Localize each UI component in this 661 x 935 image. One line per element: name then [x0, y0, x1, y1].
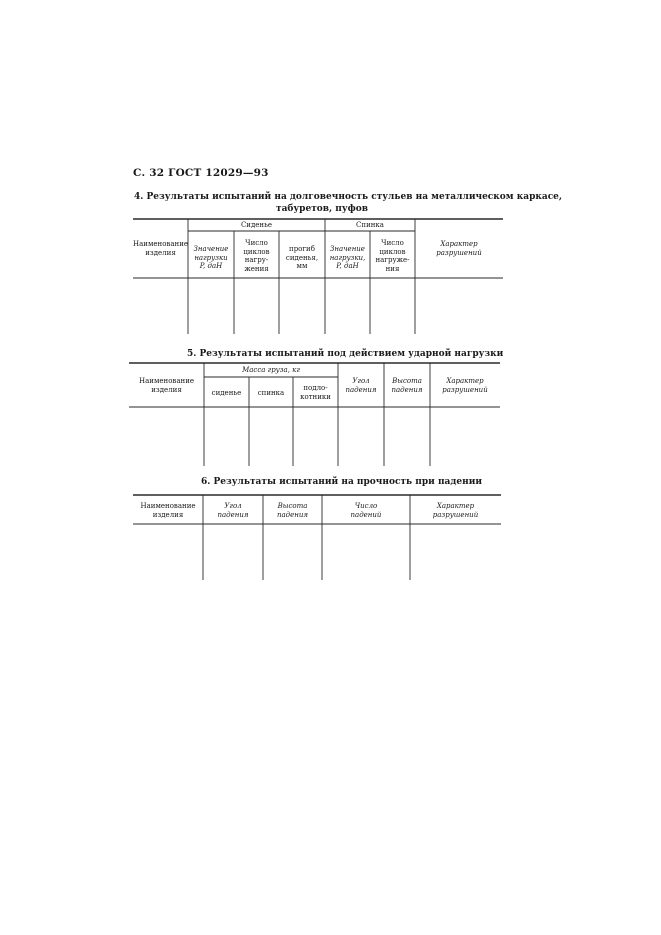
- table5-col-angle: Угол падения: [345, 377, 377, 394]
- table5-group-mass: Масса груза, кг: [242, 366, 300, 374]
- table5-col-damage: Характер разрушений: [442, 377, 488, 394]
- table4-seat-cycles: Число циклов нагру- жения: [243, 239, 270, 273]
- table5-col-name: Наименование изделия: [139, 377, 194, 394]
- page-header: С. 32 ГОСТ 12029—93: [133, 167, 269, 179]
- table5-mass-armrest: подло- котники: [300, 384, 331, 401]
- table4-group-back: Спинка: [356, 221, 384, 229]
- table4-back-cycles: Число циклов нагруже- ния: [375, 239, 410, 273]
- table6-col-height: Высота падения: [276, 502, 308, 519]
- table4-seat-load: Значение нагрузки P, даН: [193, 245, 229, 270]
- table4-title-line2: табуретов, пуфов: [276, 204, 369, 214]
- table4-col-name: Наименование изделия: [133, 240, 188, 257]
- table4-seat-deflection: прогиб сиденья, мм: [285, 245, 319, 270]
- table6-col-angle: Угол падения: [217, 502, 249, 519]
- table4-group-seat: Сиденье: [240, 221, 273, 229]
- table6-col-count: Число падений: [350, 502, 382, 519]
- table4-back-load: Значение нагрузки, P, даН: [329, 245, 366, 270]
- table5-title: 5. Результаты испытаний под действием ударной нагрузки: [187, 349, 504, 359]
- table4-title-line1: 4. Результаты испытаний на долговечность стульев на металлическом каркасе,: [134, 192, 563, 202]
- table6-col-name: Наименование изделия: [140, 502, 196, 519]
- table5-mass-back: спинка: [257, 389, 285, 397]
- table5-mass-seat: сиденье: [211, 389, 242, 397]
- table6-title: 6. Результаты испытаний на прочность при падении: [201, 477, 483, 487]
- table6-col-damage: Характер разрушений: [432, 502, 479, 519]
- table5-col-height: Высота падения: [391, 377, 423, 394]
- table4-col-damage: Характер разрушений: [436, 240, 482, 257]
